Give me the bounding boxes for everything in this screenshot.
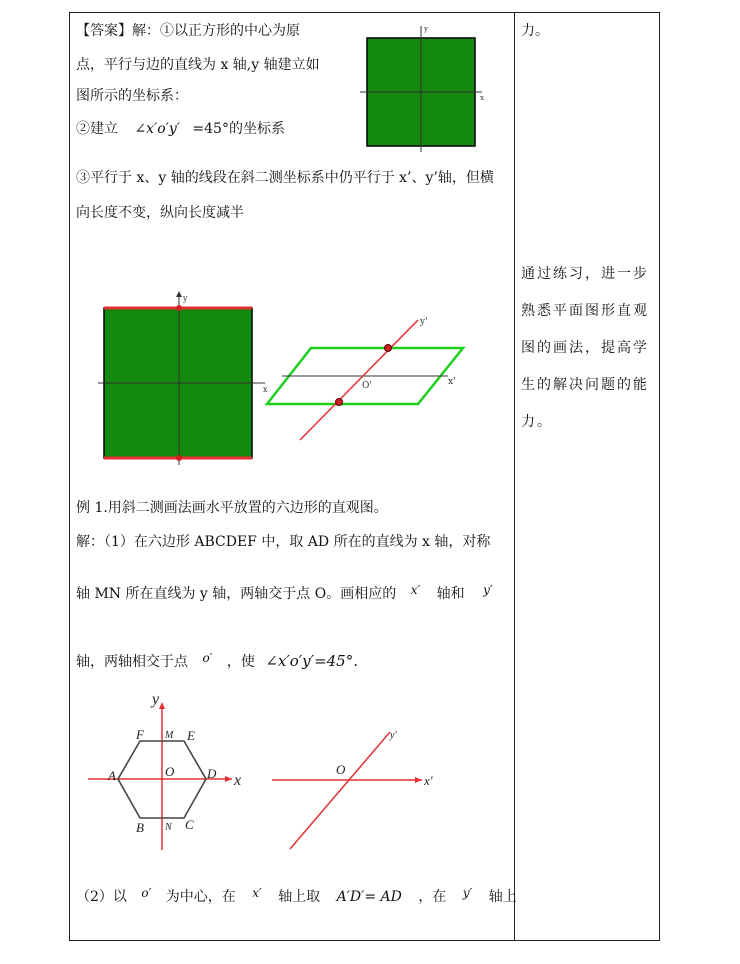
x-arrow <box>225 776 232 782</box>
y-prime-axis <box>290 732 390 849</box>
oblique-axes-figure <box>268 722 448 852</box>
x-label: x <box>263 385 268 394</box>
label-D: D <box>207 766 217 781</box>
answer-line-5: ③平行于 x、y 轴的线段在斜二测坐标系中仍平行于 x’、y’轴，但横 <box>76 170 494 186</box>
top-point <box>385 345 392 352</box>
bottom-point <box>336 399 343 406</box>
y-arrow <box>176 291 182 297</box>
label-F: F <box>136 727 144 742</box>
label-x: x <box>234 772 242 789</box>
side-line: 通过练习，进一步 <box>521 266 649 282</box>
side-line: 图的画法，提高学 <box>521 340 649 356</box>
top-point <box>176 305 182 311</box>
label-M: M <box>165 730 174 741</box>
side-line: 力。 <box>521 414 553 430</box>
y-label: y <box>424 25 428 33</box>
side-notes <box>521 256 649 441</box>
bottom-point <box>176 455 182 461</box>
answer-line-6: 向长度不变，纵向长度减半 <box>76 205 244 221</box>
label-O: O <box>336 762 346 777</box>
column-divider <box>514 12 515 941</box>
label-A: A <box>108 768 116 783</box>
example-step2: （2）以 o′ 为中心，在 x′ 轴上取 A′D′= AD ，在 y′ 轴上 <box>76 886 517 905</box>
label-O: O <box>165 764 175 779</box>
answer-line-3: 图所示的坐标系： <box>76 88 188 104</box>
answer-line-2: 点，平行与边的直线为 x 轴,y 轴建立如 <box>76 57 320 73</box>
hexagon-figure <box>88 690 258 855</box>
label-y-prime: y' <box>390 730 397 741</box>
label-x-prime: x' <box>424 773 433 788</box>
example-title: 例 1.用斜二测画法画水平放置的六边形的直观图。 <box>76 500 388 516</box>
label-B: B <box>136 820 144 835</box>
side-top: 力。 <box>521 23 549 39</box>
y-label: y <box>183 294 188 303</box>
origin-label: O' <box>362 381 372 391</box>
oblique-figure <box>262 312 472 447</box>
label-C: C <box>185 817 194 832</box>
square-figure-large <box>95 285 285 470</box>
x-prime-label: x' <box>448 377 456 387</box>
y-prime-label: y' <box>420 317 428 327</box>
example-step1-line2: 轴 MN 所在直线为 y 轴，两轴交于点 O。画相应的 x′ 轴和 y′ <box>76 583 493 602</box>
label-E: E <box>187 728 195 743</box>
y-arrow <box>159 702 165 709</box>
x-prime-arrow <box>415 777 422 783</box>
answer-line-1: 【答案】解：①以正方形的中心为原 <box>76 23 300 39</box>
square-figure-small <box>360 22 490 152</box>
label-y: y <box>152 691 160 708</box>
label-N: N <box>165 822 172 833</box>
y-prime-axis <box>300 320 418 440</box>
example-step1-line1: 解：（1）在六边形 ABCDEF 中，取 AD 所在的直线为 x 轴，对称 <box>76 534 491 550</box>
example-step1-line3: 轴，两轴相交于点 o′ ，使 ∠x′o′y′=45°. <box>76 651 358 670</box>
answer-line-4: ②建立 ∠x′o′y′ =45°的坐标系 <box>76 121 285 137</box>
side-line: 生的解决问题的能 <box>521 377 649 393</box>
x-label: x <box>480 94 484 102</box>
side-line: 熟悉平面图形直观 <box>521 303 649 319</box>
